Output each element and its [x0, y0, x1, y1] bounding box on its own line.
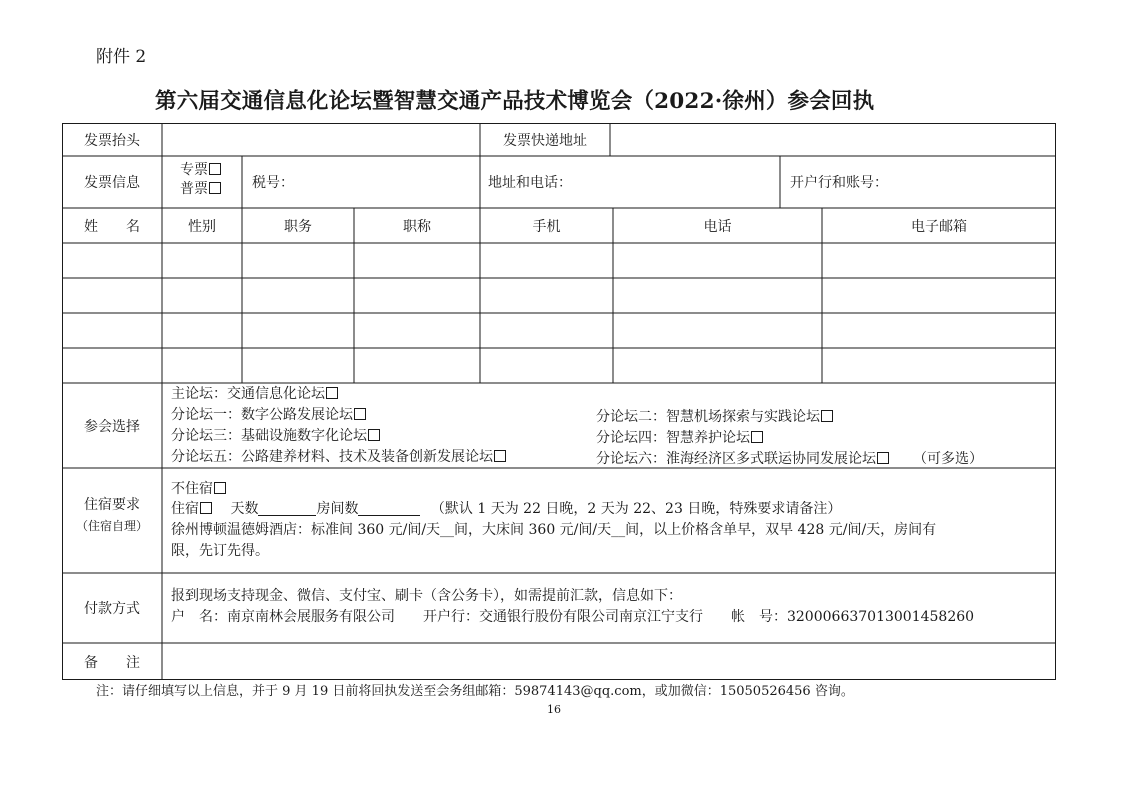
invoice-header-field[interactable] — [163, 124, 479, 155]
no-stay-option[interactable] — [171, 480, 226, 499]
col-header-title: 职称 — [403, 218, 431, 235]
stay-checkbox[interactable] — [200, 502, 212, 514]
multi-select-note: （可多选） — [913, 451, 983, 467]
default-night-note: （默认 1 天为 22 日晚，2 天为 22、23 日晚，特殊要求请备注） — [430, 501, 842, 517]
sub-forum-2-label: 分论坛二：智慧机场探索与实践论坛 — [596, 409, 820, 425]
sub-forum-6-option[interactable] — [596, 450, 983, 469]
col-header-mobile: 手机 — [532, 218, 561, 235]
hotel-price-line-2: 限，先订先得。 — [171, 543, 269, 559]
table-row[interactable] — [63, 349, 1055, 383]
main-forum-option[interactable] — [171, 385, 338, 404]
sub-forum-4-option[interactable] — [596, 429, 763, 448]
sub-forum-1-label: 分论坛一：数字公路发展论坛 — [171, 407, 353, 423]
sub-forum-2-option[interactable] — [596, 408, 833, 427]
session-choice-label: 参会选择 — [84, 418, 140, 435]
ticket-type-options — [180, 161, 221, 199]
col-header-phone: 电话 — [703, 218, 732, 235]
special-ticket-checkbox[interactable] — [209, 163, 221, 175]
sub-forum-3-checkbox[interactable] — [368, 429, 380, 441]
days-input[interactable] — [258, 501, 316, 516]
sub-forum-4-label: 分论坛四：智慧养护论坛 — [596, 430, 750, 446]
invoice-info-label: 发票信息 — [84, 175, 140, 191]
sub-forum-3-option[interactable] — [171, 427, 380, 446]
footnote: 注：请仔细填写以上信息，并于 9 月 19 日前将回执发送至会务组邮箱：59874143@qq.com，或加微信：15050526456 咨询。 — [96, 684, 854, 699]
payment-method-label: 付款方式 — [84, 601, 140, 617]
normal-ticket-label: 普票 — [180, 181, 208, 197]
no-stay-label: 不住宿 — [171, 481, 213, 497]
bank-account-field[interactable] — [790, 156, 1056, 208]
remarks-field[interactable] — [163, 644, 1055, 679]
special-ticket-label: 专票 — [180, 162, 208, 178]
sub-forum-1-option[interactable] — [171, 406, 366, 425]
hotel-price-line-1: 徐州博顿温德姆酒店：标准间 360 元/间/天__间，大床间 360 元/间/天__间，以上价格含单早，双早 428 元/间/天，房间有 — [171, 522, 937, 538]
page-number: 16 — [547, 703, 561, 716]
bank-account-label: 开户行和账号： — [790, 175, 888, 191]
rooms-label: 房间数 — [316, 501, 359, 517]
main-forum-checkbox[interactable] — [326, 387, 338, 399]
address-phone-field[interactable] — [488, 156, 780, 208]
invoice-delivery-address-field[interactable] — [611, 124, 1055, 155]
sub-forum-6-checkbox[interactable] — [877, 452, 889, 464]
address-phone-label: 地址和电话： — [488, 175, 572, 191]
sub-forum-5-option[interactable] — [171, 448, 506, 467]
sub-forum-5-checkbox[interactable] — [494, 450, 506, 462]
rooms-input[interactable] — [358, 501, 420, 516]
normal-ticket-checkbox[interactable] — [209, 182, 221, 194]
sub-forum-5-label: 分论坛五：公路建养材料、技术及装备创新发展论坛 — [171, 449, 493, 465]
payment-info-line-2: 户 名：南京南林会展服务有限公司 开户行：交通银行股份有限公司南京江宁支行 帐 号：320006637013001458260 — [171, 609, 975, 625]
sub-forum-4-checkbox[interactable] — [751, 431, 763, 443]
remarks-label: 备 注 — [84, 654, 140, 671]
sub-forum-3-label: 分论坛三：基础设施数字化论坛 — [171, 428, 367, 444]
stay-line — [171, 500, 841, 519]
table-row[interactable] — [63, 314, 1055, 348]
sub-forum-6-label: 分论坛六：淮海经济区多式联运协同发展论坛 — [596, 451, 876, 467]
form-title: 第六届交通信息化论坛暨智慧交通产品技术博览会（2022·徐州）参会回执 — [155, 89, 875, 114]
registration-form — [62, 123, 1056, 680]
table-row[interactable] — [63, 244, 1055, 278]
col-header-position: 职务 — [284, 218, 312, 235]
main-forum-label: 主论坛：交通信息化论坛 — [171, 386, 325, 402]
stay-label: 住宿 — [171, 501, 199, 517]
attachment-label: 附件 2 — [96, 47, 147, 67]
days-label: 天数 — [230, 501, 259, 517]
tax-number-field[interactable] — [252, 156, 480, 208]
special-ticket-option[interactable] — [180, 161, 221, 180]
col-header-name: 姓 名 — [84, 218, 140, 235]
sub-forum-2-checkbox[interactable] — [821, 410, 833, 422]
table-row[interactable] — [63, 279, 1055, 313]
invoice-delivery-address-label: 发票快递地址 — [503, 132, 587, 149]
col-header-email: 电子邮箱 — [911, 218, 967, 235]
lodging-sublabel: （住宿自理） — [75, 519, 148, 533]
invoice-header-label: 发票抬头 — [84, 132, 140, 149]
normal-ticket-option[interactable] — [180, 180, 221, 199]
tax-number-label: 税号： — [252, 175, 294, 191]
no-stay-checkbox[interactable] — [214, 482, 226, 494]
col-header-gender: 性别 — [188, 218, 216, 235]
sub-forum-1-checkbox[interactable] — [354, 408, 366, 420]
payment-info-line-1: 报到现场支持现金、微信、支付宝、刷卡（含公务卡），如需提前汇款，信息如下： — [171, 588, 682, 604]
lodging-label: 住宿要求 — [84, 497, 140, 513]
